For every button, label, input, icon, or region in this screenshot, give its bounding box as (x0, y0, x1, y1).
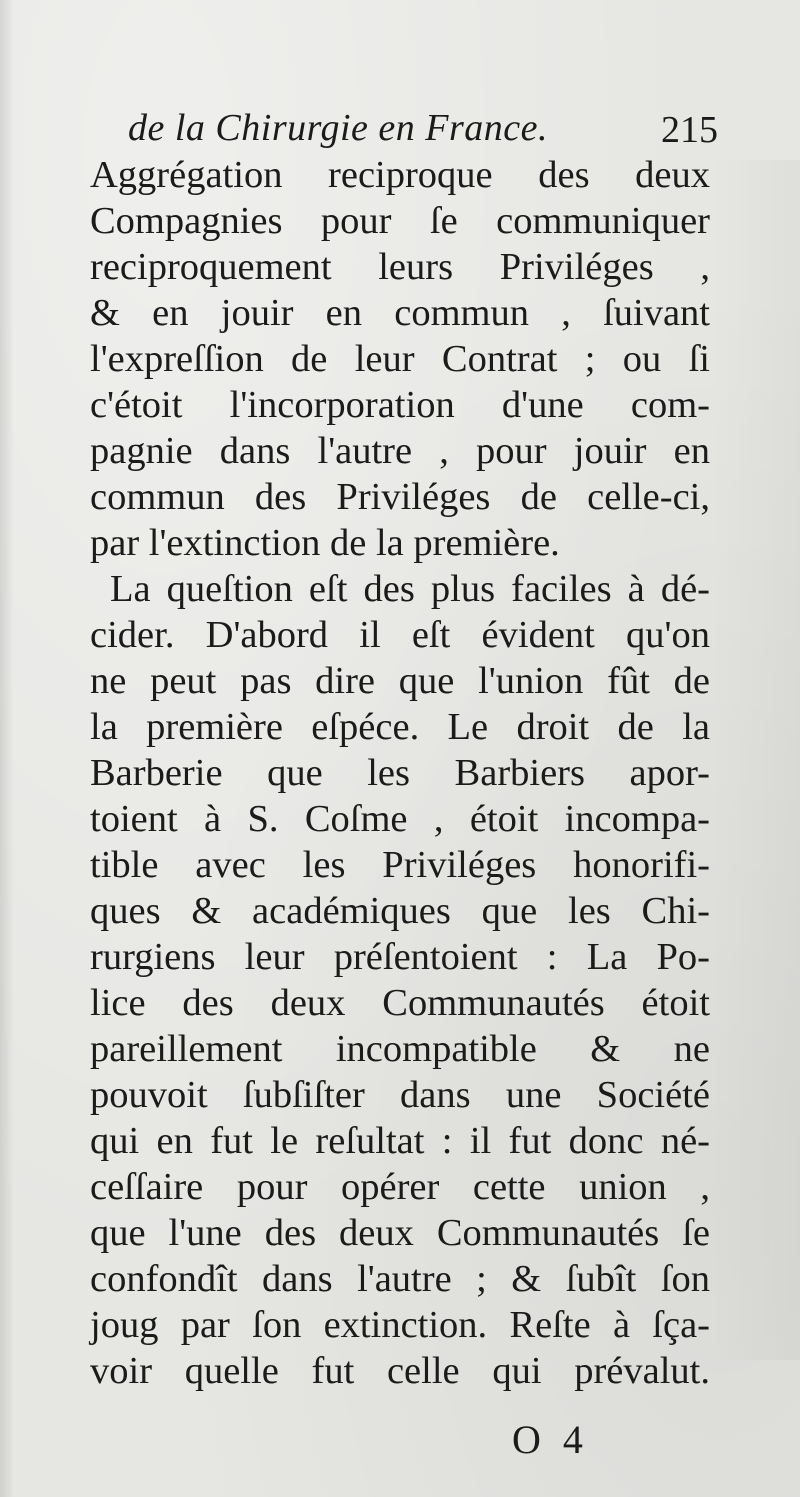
page-gutter-shadow (0, 0, 14, 1497)
text-line: rurgiens leur préſentoient : La Po- (90, 936, 710, 978)
text-line: ceſſaire pour opérer cette union , (90, 1166, 710, 1208)
page-header (128, 100, 718, 156)
text-line: que l'une des deux Communautés ſe (90, 1212, 710, 1254)
ink-bleed-through (710, 160, 800, 1360)
text-line: toient à S. Coſme , étoit incompa- (90, 798, 710, 840)
text-line: voir quelle fut celle qui prévalut. (90, 1350, 710, 1392)
text-line: pagnie dans l'autre , pour jouir en (90, 430, 710, 472)
text-line: l'expreſſion de leur Contrat ; ou ſi (90, 338, 710, 380)
text-line: ne peut pas dire que l'union fût de (90, 660, 710, 702)
text-line: Aggrégation reciproque des deux (90, 154, 710, 196)
page-number: 215 (661, 109, 718, 151)
body-text (90, 152, 710, 1394)
text-line: ques & académiques que les Chi- (90, 890, 710, 932)
text-line: & en jouir en commun , ſuivant (90, 292, 710, 334)
text-line: Barberie que les Barbiers apor- (90, 752, 710, 794)
text-line: cider. D'abord il eſt évident qu'on (90, 614, 710, 656)
text-line: La queſtion eſt des plus faciles à dé- (110, 568, 710, 610)
text-line: la première eſpéce. Le droit de la (90, 706, 710, 748)
signature-mark: O 4 (512, 1417, 589, 1462)
text-line: confondît dans l'autre ; & ſubît ſon (90, 1258, 710, 1300)
text-line: lice des deux Communautés étoit (90, 982, 710, 1024)
text-line: c'étoit l'incorporation d'une com- (90, 384, 710, 426)
text-line: pouvoit ſubſiſter dans une Société (90, 1074, 710, 1116)
text-line: joug par ſon extinction. Reſte à ſça- (90, 1304, 710, 1346)
text-line: commun des Priviléges de celle-ci, (90, 476, 710, 518)
running-title: de la Chirurgie en France. (128, 107, 549, 149)
text-line: qui en fut le reſultat : il fut donc né- (90, 1120, 710, 1162)
text-line: pareillement incompatible & ne (90, 1028, 710, 1070)
text-line: par l'extinction de la première. (90, 522, 560, 564)
text-line: Compagnies pour ſe communiquer (90, 200, 710, 242)
text-line: tible avec les Priviléges honorifi- (90, 844, 710, 886)
text-line: reciproquement leurs Priviléges , (90, 246, 710, 288)
